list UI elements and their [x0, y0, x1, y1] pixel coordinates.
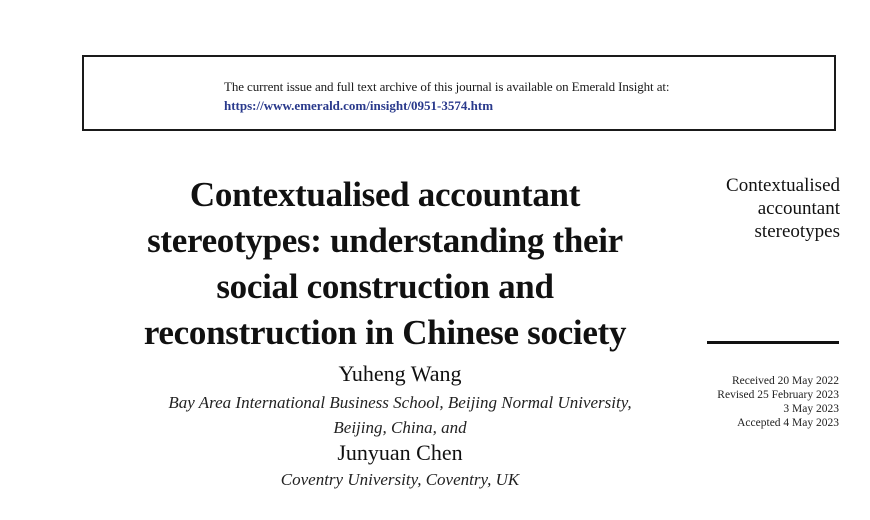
date-received: Received 20 May 2022	[732, 375, 839, 387]
divider-rule	[707, 341, 839, 344]
author-affiliation: Coventry University, Coventry, UK	[280, 470, 520, 489]
journal-notice-box	[82, 55, 836, 131]
author-affiliation: Beijing, China, and	[333, 418, 467, 437]
running-title	[704, 174, 840, 243]
running-title-line: stereotypes	[754, 221, 840, 242]
author-name: Junyuan Chen	[337, 440, 463, 465]
date-accepted: Accepted 4 May 2023	[737, 417, 839, 429]
title-line: social construction and	[216, 267, 554, 306]
notice-text: The current issue and full text archive of this journal is available on Emerald Insight at:	[224, 79, 670, 94]
article-title	[40, 172, 730, 356]
date-revised-2: 3 May 2023	[783, 403, 839, 415]
title-line: reconstruction in Chinese society	[143, 313, 627, 352]
title-line: stereotypes: understanding their	[147, 221, 623, 260]
running-title-line: Contextualised	[726, 175, 840, 196]
journal-archive-link[interactable]: https://www.emerald.com/insight/0951-3574.htm	[224, 98, 494, 113]
title-line: Contextualised accountant	[189, 175, 581, 214]
running-title-line: accountant	[757, 198, 840, 219]
author-affiliation: Bay Area International Business School, Beijing Normal University,	[168, 393, 632, 412]
date-revised: Revised 25 February 2023	[717, 389, 839, 401]
author-name: Yuheng Wang	[338, 361, 462, 386]
